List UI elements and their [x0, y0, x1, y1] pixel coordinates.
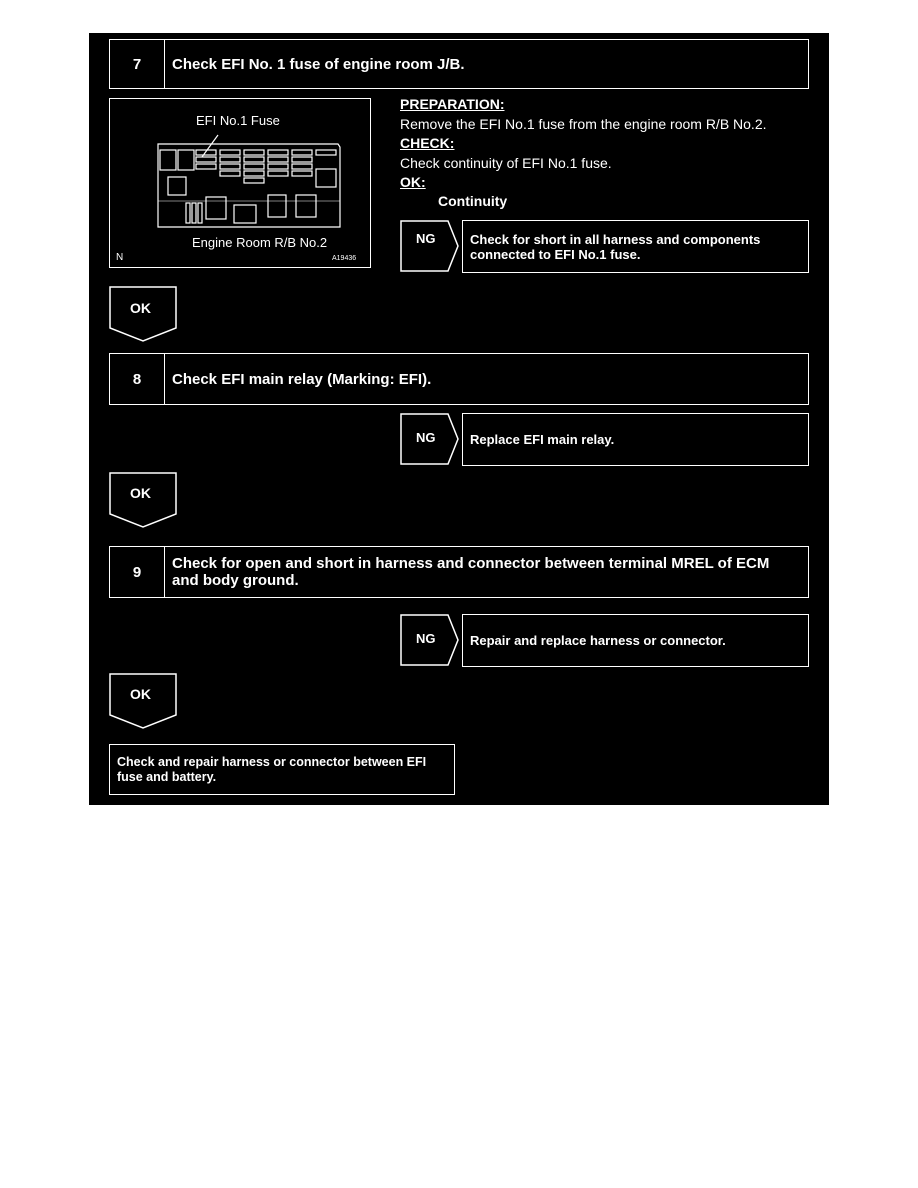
figure-code: A19436 [332, 255, 357, 262]
step-9-title: Check for open and short in harness and connector between terminal MREL of ECM and body ground. [172, 555, 770, 589]
check-text: Check continuity of EFI No.1 fuse. [400, 155, 612, 171]
step-8-ng-label: NG [416, 430, 436, 445]
step-7-title: Check EFI No. 1 fuse of engine room J/B. [172, 55, 465, 73]
step-8-header [109, 353, 809, 405]
diagram-caption: Engine Room R/B No.2 [192, 235, 328, 250]
step-9-ng-action: Repair and replace harness or connector. [462, 614, 809, 667]
step-9-header [109, 546, 809, 598]
step-7-header [109, 39, 809, 89]
check-header: CHECK: [400, 135, 455, 151]
step-8-ng-action: Replace EFI main relay. [462, 413, 809, 466]
step-8-title: Check EFI main relay (Marking: EFI). [172, 370, 432, 388]
step-7-ng-label: NG [416, 231, 436, 246]
ok-header: OK: [400, 174, 426, 190]
preparation-header: PREPARATION: [400, 96, 505, 112]
step-9-ok-label: OK [130, 686, 151, 702]
fuse-label: EFI No.1 Fuse [196, 113, 280, 128]
step-9-number: 9 [110, 547, 165, 597]
step-9-ng-label: NG [416, 631, 436, 646]
fuse-box-diagram [109, 98, 371, 268]
step-7-ok-label: OK [130, 300, 151, 316]
step-8-ok-label: OK [130, 485, 151, 501]
corner-letter: N [116, 252, 124, 263]
step-7-number: 7 [110, 40, 165, 88]
step-7-ng-arrow [400, 220, 460, 272]
ok-text: Continuity [438, 193, 508, 209]
step-8-number: 8 [110, 354, 165, 404]
final-action: Check and repair harness or connector between EFI fuse and battery. [109, 744, 455, 795]
preparation-text: Remove the EFI No.1 fuse from the engine room R/B No.2. [400, 116, 767, 132]
step-7-ng-action: Check for short in all harness and components connected to EFI No.1 fuse. [462, 220, 809, 273]
procedure-panel [89, 33, 829, 805]
